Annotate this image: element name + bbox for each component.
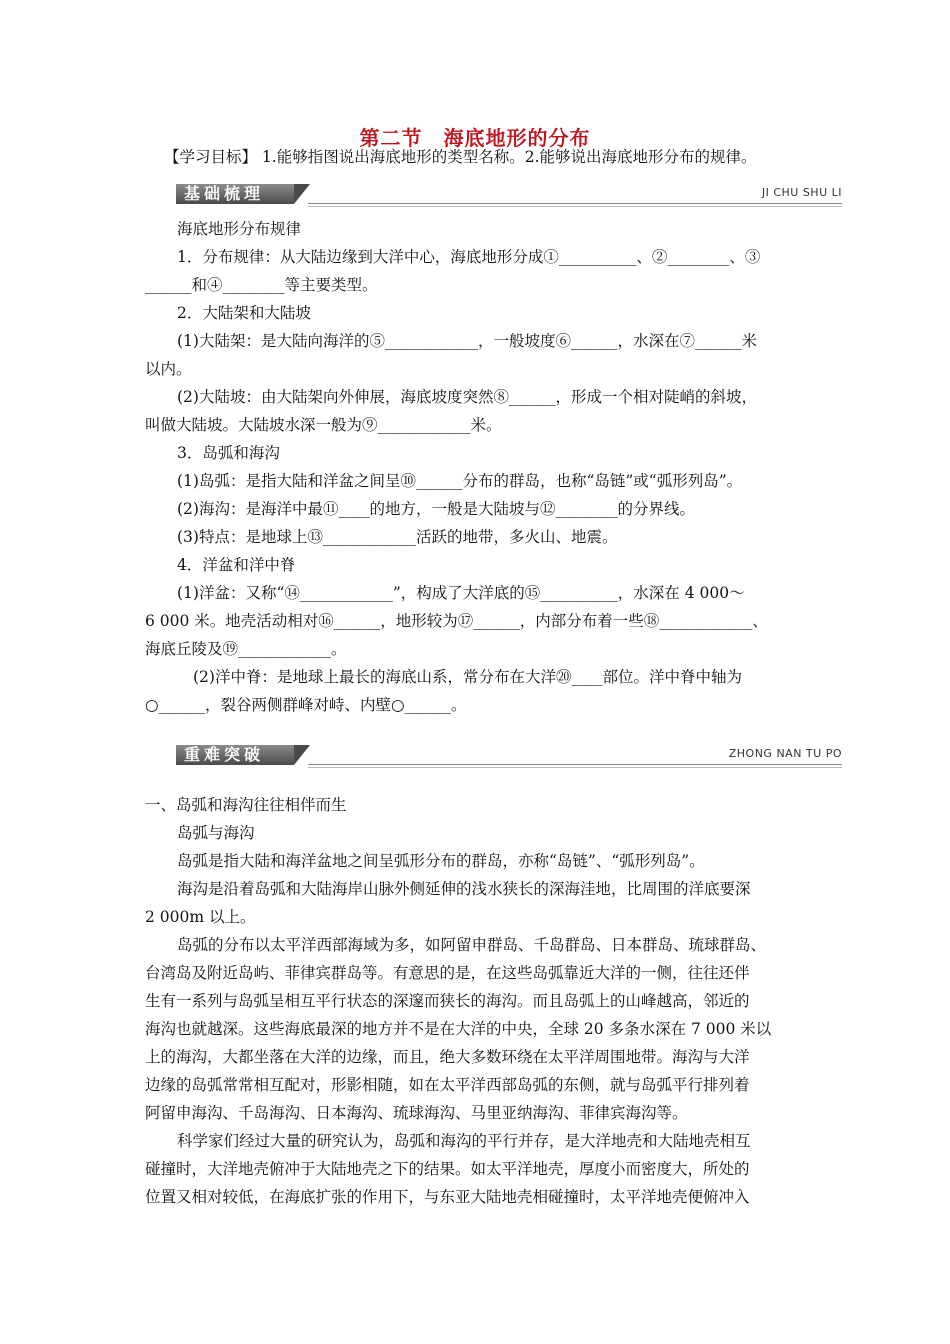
section1-line: 6 000 米。地壳活动相对⑯______，地形较为⑰______，内部分布着一些⑱____________、: [145, 612, 768, 630]
section2-heading: 一、岛弧和海沟往往相伴而生: [145, 796, 347, 814]
section2-line: 生有一系列与岛弧呈相互平行状态的深邃而狭长的海沟。而且岛弧上的山峰越高，邻近的: [145, 992, 750, 1010]
section1-line: 以内。: [145, 360, 192, 378]
banner-rule: [308, 203, 842, 204]
section-banner-basics: [176, 184, 842, 208]
section1-line: 1．分布规律：从大陆边缘到大洋中心，海底地形分成①__________、②________、③: [177, 248, 761, 266]
banner-rule-secondary: [308, 206, 842, 207]
banner-label: 重难突破: [176, 745, 294, 765]
section2-line: 岛弧的分布以太平洋西部海域为多，如阿留申群岛、千岛群岛、日本群岛、琉球群岛、: [177, 936, 767, 954]
section1-line: ○______，裂谷两侧群峰对峙、内壁○______。: [145, 696, 467, 714]
section1-line: 4．洋盆和洋中脊: [177, 556, 296, 574]
section2-line: 碰撞时，大洋地壳俯冲于大陆地壳之下的结果。如太平洋地壳，厚度小而密度大，所处的: [145, 1160, 750, 1178]
section2-line: 边缘的岛弧常常相互配对，形影相随，如在太平洋西部岛弧的东侧，就与岛弧平行排列着: [145, 1076, 750, 1094]
section1-line: (2)洋中脊：是地球上最长的海底山系，常分布在大洋⑳____部位。洋中脊中轴为: [193, 668, 742, 686]
section1-line: 2．大陆架和大陆坡: [177, 304, 311, 322]
section2-line: 海沟也就越深。这些海底最深的地方并不是在大洋的中央，全球 20 多条水深在 7 000 米以: [145, 1020, 772, 1038]
banner-pinyin: JI CHU SHU LI: [761, 186, 842, 199]
banner-notch: [294, 184, 310, 204]
section2-line: 岛弧与海沟: [177, 824, 255, 842]
section2-line: 科学家们经过大量的研究认为，岛弧和海沟的平行并存，是大洋地壳和大陆地壳相互: [177, 1132, 751, 1150]
section1-line: (1)大陆架：是大陆向海洋的⑤____________，一般坡度⑥______，水深在⑦______米: [177, 332, 757, 350]
section2-line: 岛弧是指大陆和海洋盆地之间呈弧形分布的群岛，亦称“岛链”、“弧形列岛”。: [177, 852, 705, 870]
section2-line: 上的海沟，大都坐落在大洋的边缘，而且，绝大多数环绕在太平洋周围地带。海沟与大洋: [145, 1048, 750, 1066]
banner-rule: [308, 764, 842, 765]
section2-line: 阿留申海沟、千岛海沟、日本海沟、琉球海沟、马里亚纳海沟、菲律宾海沟等。: [145, 1104, 688, 1122]
section2-line: 2 000m 以上。: [145, 908, 256, 926]
section1-line: (2)大陆坡：由大陆架向外伸展，海底坡度突然⑧______，形成一个相对陡峭的斜坡，: [177, 388, 757, 406]
section-banner-key-points: [176, 745, 842, 769]
section1-line: (1)洋盆：又称“⑭____________”，构成了大洋底的⑮__________，水深在 4 000～: [177, 584, 745, 602]
banner-rule-secondary: [308, 767, 842, 768]
section1-line: 海底地形分布规律: [177, 220, 302, 238]
section1-line: (3)特点：是地球上⑬____________活跃的地带，多火山、地震。: [177, 528, 618, 546]
section2-line: 台湾岛及附近岛屿、菲律宾群岛等。有意思的是，在这些岛弧靠近大洋的一侧，往往还伴: [145, 964, 750, 982]
banner-notch: [294, 745, 310, 765]
section1-line: (1)岛弧：是指大陆和洋盆之间呈⑩______分布的群岛，也称“岛链”或“弧形列岛”。: [177, 472, 743, 490]
section1-line: (2)海沟：是海洋中最⑪____的地方，一般是大陆坡与⑫________的分界线。: [177, 500, 695, 518]
banner-pinyin: ZHONG NAN TU PO: [728, 747, 842, 760]
section2-line: 海沟是沿着岛弧和大陆海岸山脉外侧延伸的浅水狭长的深海洼地，比周围的洋底要深: [177, 880, 751, 898]
banner-label: 基础梳理: [176, 184, 294, 204]
section1-line: 海底丘陵及⑲____________。: [145, 640, 347, 658]
section1-line: 叫做大陆坡。大陆坡水深一般为⑨____________米。: [145, 416, 502, 434]
learning-objectives: 【学习目标】 1.能够指图说出海底地形的类型名称。2.能够说出海底地形分布的规律。: [164, 148, 757, 166]
section2-line: 位置又相对较低，在海底扩张的作用下，与东亚大陆地壳相碰撞时，太平洋地壳便俯冲入: [145, 1188, 750, 1206]
page-title: 第二节 海底地形的分布: [359, 126, 591, 150]
section1-line: 3．岛弧和海沟: [177, 444, 280, 462]
section1-line: ______和④________等主要类型。: [145, 276, 378, 294]
